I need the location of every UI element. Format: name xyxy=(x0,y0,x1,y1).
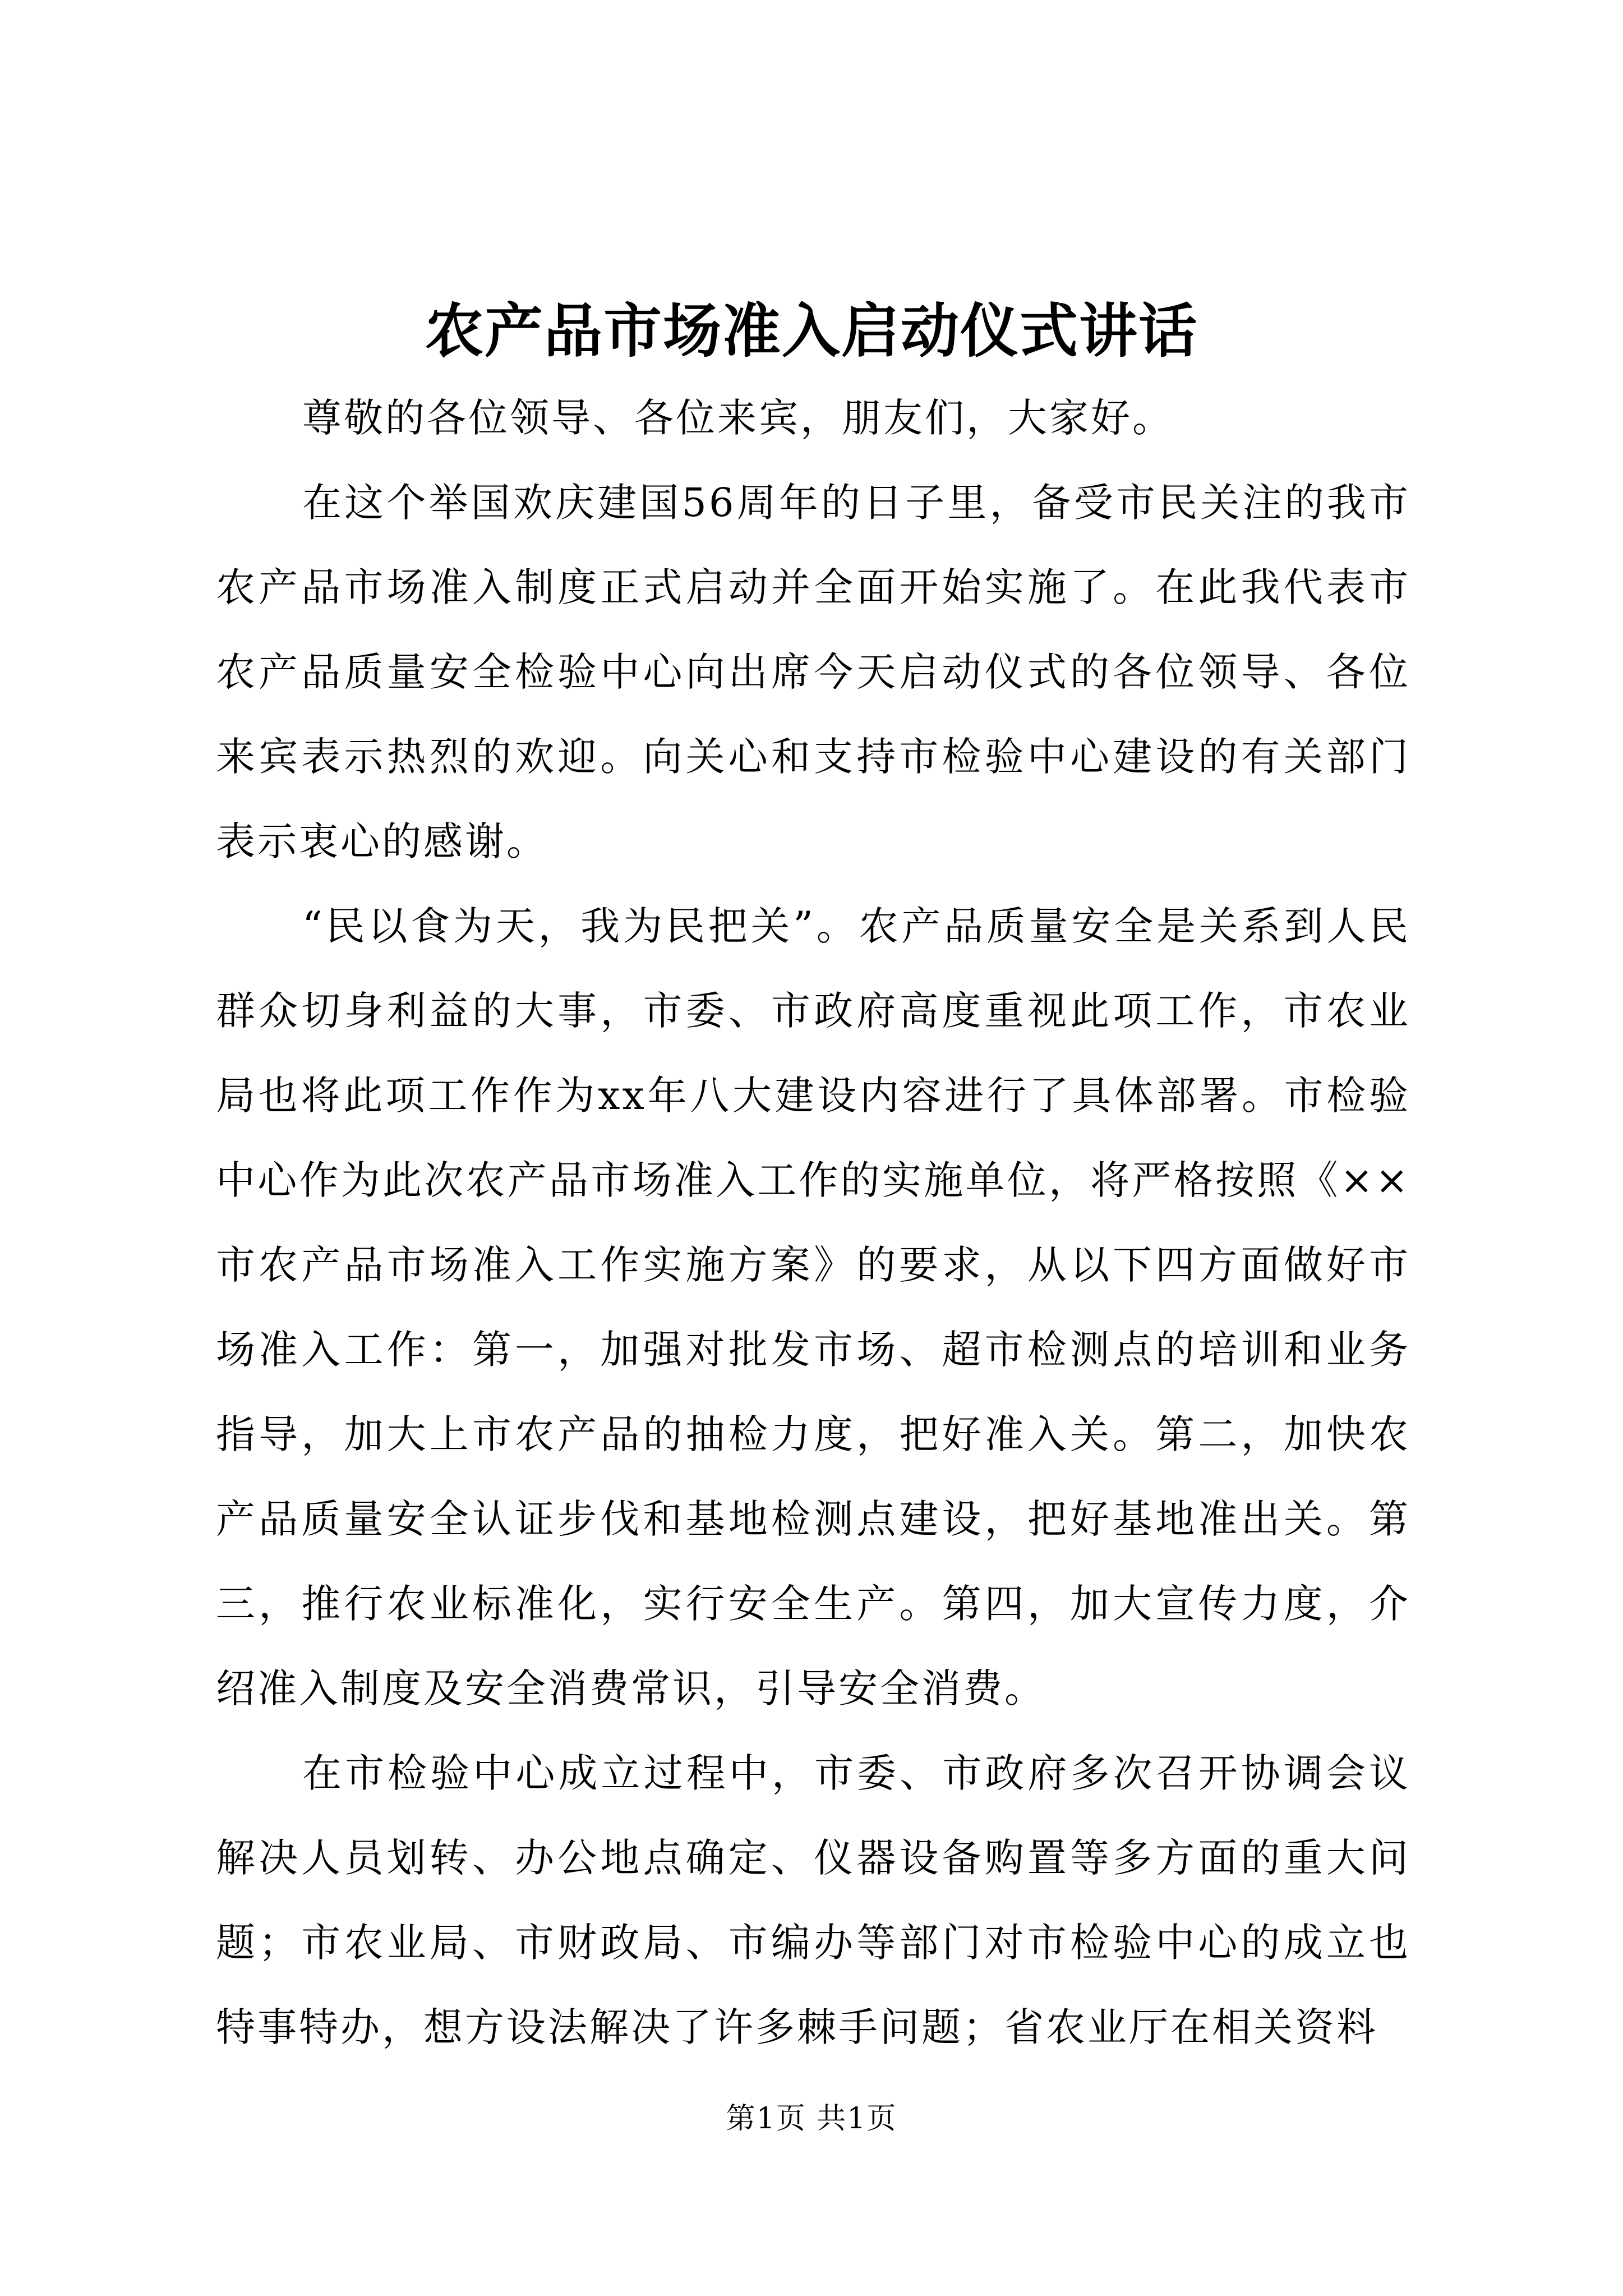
paragraph-opening: 在这个举国欢庆建国56周年的日子里，备受市民关注的我市农产品市场准入制度正式启动并全面开始实施了。在此我代表市农产品质量安全检验中心向出席今天启动仪式的各位领导、各位来宾表示热烈的欢迎。向关心和支持市检验中心建设的有关部门表示衷心的感谢。 xyxy=(216,480,1410,864)
document-body xyxy=(216,376,1410,2070)
page-footer: 第1页 共1页 xyxy=(726,2102,897,2136)
document-title: 农产品市场准入启动仪式讲话 xyxy=(425,296,1198,365)
paragraph-greeting: 尊敬的各位领导、各位来宾，朋友们，大家好。 xyxy=(302,395,1174,441)
paragraph-establishment: 在市检验中心成立过程中，市委、市政府多次召开协调会议解决人员划转、办公地点确定、仪器设备购置等多方面的重大问题；市农业局、市财政局、市编办等部门对市检验中心的成立也特事特办，想方设法解决了许多棘手问题；省农业厅在相关资料 xyxy=(216,1750,1410,2050)
paragraph-work-plan: “民以食为天，我为民把关”。农产品质量安全是关系到人民群众切身利益的大事，市委、市政府高度重视此项工作，市农业局也将此项工作作为xx年八大建设内容进行了具体部署。市检验中心作为此次农产品市场准入工作的实施单位，将严格按照《××市农产品市场准入工作实施方案》的要求，从以下四方面做好市场准入工作：第一，加强对批发市场、超市检测点的培训和业务指导，加大上市农产品的抽检力度，把好准入关。第二，加快农产品质量安全认证步伐和基地检测点建设，把好基地准出关。第三，推行农业标准化，实行安全生产。第四，加大宣传力度，介绍准入制度及安全消费常识，引导安全消费。 xyxy=(216,903,1410,1711)
